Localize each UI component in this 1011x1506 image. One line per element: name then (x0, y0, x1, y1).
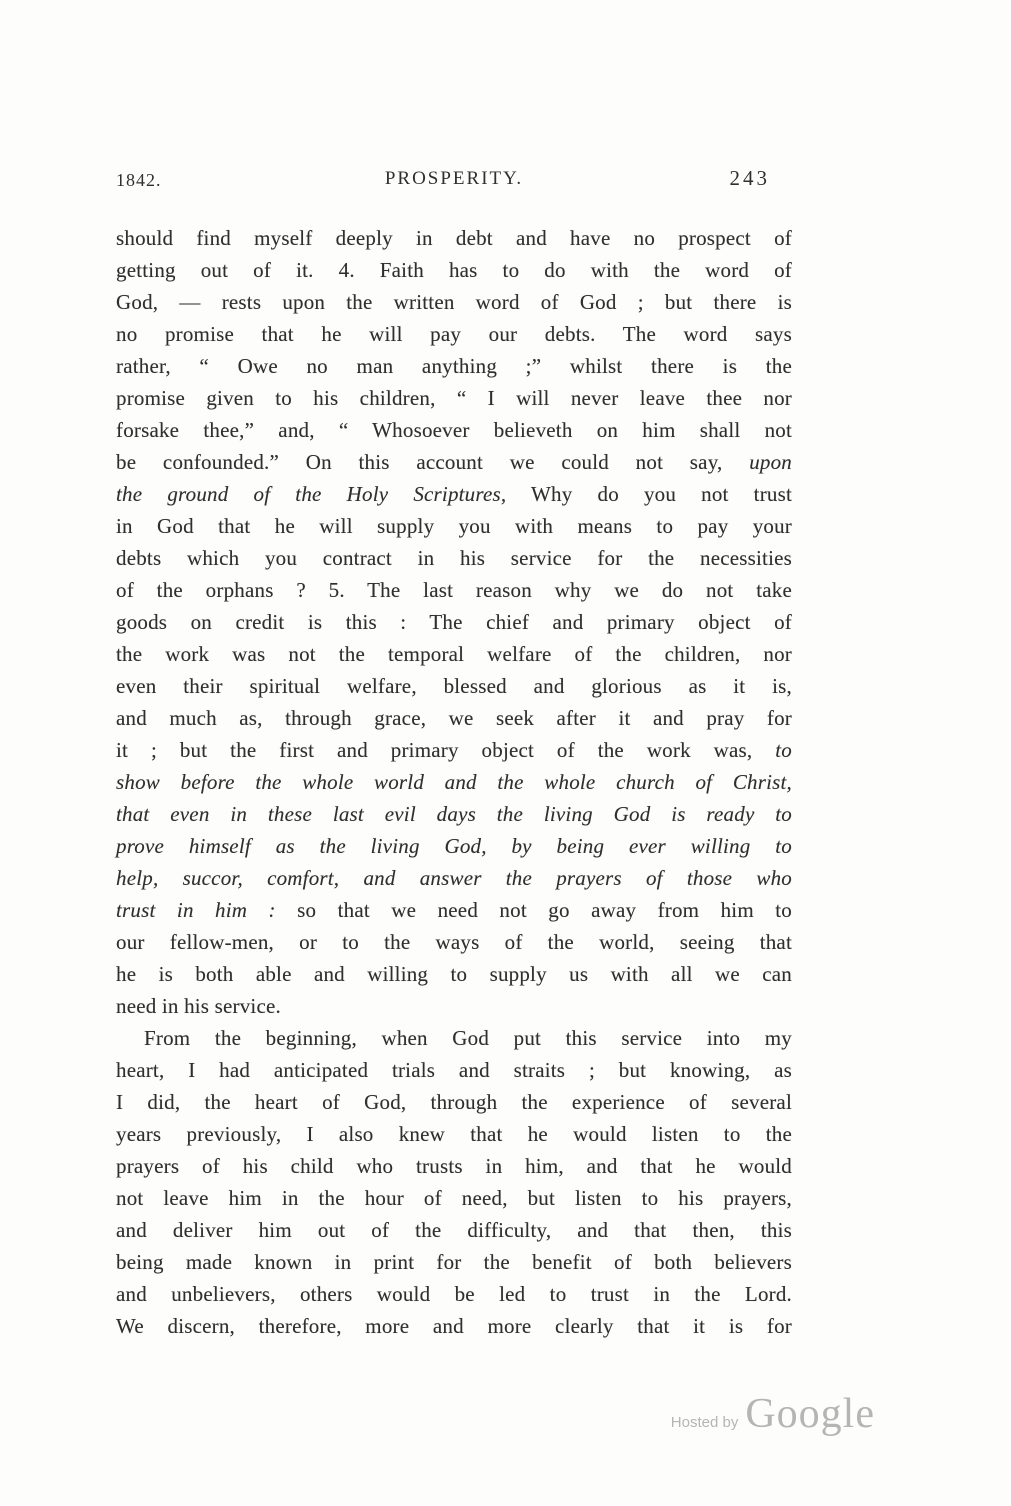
text-line (116, 1182, 792, 1214)
text-line (116, 958, 792, 990)
text-segment: getting out of it. 4. Faith has to do with the word of (116, 258, 792, 282)
text-line (116, 1054, 792, 1086)
text-line (116, 286, 792, 318)
text-segment: no promise that he will pay our debts. The word says (116, 322, 792, 346)
text-segment: and deliver him out of the difficulty, and that then, this (116, 1218, 792, 1242)
text-segment: prayers of his child who trusts in him, and that he would (116, 1154, 792, 1178)
footer-watermark (671, 1390, 875, 1438)
text-line (116, 798, 792, 830)
google-logo: Google (745, 1391, 875, 1437)
text-segment: From the beginning, when God put this service into my (144, 1026, 792, 1050)
text-line (116, 862, 792, 894)
italic-text-segment: show before the whole world and the whole church of Christ, (116, 770, 792, 794)
text-line (116, 734, 792, 766)
text-segment: goods on credit is this : The chief and primary object of (116, 610, 792, 634)
text-segment: the work was not the temporal welfare of the children, nor (116, 642, 792, 666)
italic-text-segment: help, succor, comfort, and answer the prayers of those who (116, 866, 792, 890)
italic-text-segment: upon (749, 450, 792, 474)
text-line (116, 1310, 792, 1342)
text-segment: debts which you contract in his service for the necessities (116, 546, 792, 570)
text-line (116, 542, 792, 574)
text-segment: not leave him in the hour of need, but listen to his prayers, (116, 1186, 792, 1210)
hosted-by-label: Hosted by (670, 1414, 739, 1431)
text-segment: should find myself deeply in debt and have no prospect of (116, 226, 792, 250)
text-segment: he is both able and willing to supply us with all we can (116, 962, 792, 986)
text-segment: forsake thee,” and, “ Whosoever believeth on him shall not (116, 418, 792, 442)
header-title: PROSPERITY. (384, 168, 524, 189)
body-text (116, 222, 792, 1342)
text-line (116, 222, 792, 254)
text-line (116, 254, 792, 286)
text-line (116, 414, 792, 446)
text-segment: be confounded.” On this account we could not say, (116, 450, 750, 474)
text-line (116, 1086, 792, 1118)
italic-text-segment: that even in these last evil days the living God is ready to (116, 802, 792, 826)
text-segment: years previously, I also knew that he would listen to the (116, 1122, 792, 1146)
text-line (116, 670, 792, 702)
italic-text-segment: prove himself as the living God, by being ever willing to (116, 834, 792, 858)
italic-text-segment: to (775, 738, 792, 762)
page-header (116, 166, 792, 194)
text-line (116, 990, 792, 1022)
text-segment: and unbelievers, others would be led to trust in the Lord. (116, 1282, 792, 1306)
text-segment: We discern, therefore, more and more clearly that it is for (116, 1314, 792, 1338)
italic-text-segment: the ground of the Holy Scriptures, (116, 482, 507, 506)
text-line (116, 702, 792, 734)
text-segment: need in his service. (116, 994, 281, 1018)
text-segment: God, — rests upon the written word of God ; but there is (116, 290, 792, 314)
text-line (116, 926, 792, 958)
text-line (116, 1214, 792, 1246)
text-line (116, 1118, 792, 1150)
text-segment: I did, the heart of God, through the experience of several (116, 1090, 792, 1114)
text-line (116, 1022, 792, 1054)
header-page-number: 243 (729, 166, 770, 190)
text-line (116, 606, 792, 638)
text-line (116, 510, 792, 542)
text-line (116, 446, 792, 478)
text-segment: being made known in print for the benefit of both believers (116, 1250, 792, 1274)
text-line (116, 1150, 792, 1182)
text-line (116, 382, 792, 414)
text-segment: it ; but the first and primary object of the work was, (116, 738, 776, 762)
text-segment: rather, “ Owe no man anything ;” whilst there is the (116, 354, 792, 378)
text-segment: heart, I had anticipated trials and straits ; but knowing, as (116, 1058, 792, 1082)
text-line (116, 1278, 792, 1310)
text-line (116, 350, 792, 382)
text-line (116, 830, 792, 862)
text-line (116, 1246, 792, 1278)
text-segment: and much as, through grace, we seek after it and pray for (116, 706, 792, 730)
text-line (116, 766, 792, 798)
text-line (116, 478, 792, 510)
header-year: 1842. (116, 170, 162, 190)
text-line (116, 318, 792, 350)
text-segment: Why do you not trust (506, 482, 792, 506)
italic-text-segment: trust in him : (116, 898, 276, 922)
text-line (116, 574, 792, 606)
text-segment: even their spiritual welfare, blessed and glorious as it is, (116, 674, 792, 698)
text-segment: our fellow-men, or to the ways of the world, seeing that (116, 930, 792, 954)
text-segment: promise given to his children, “ I will never leave thee nor (116, 386, 792, 410)
text-line (116, 638, 792, 670)
text-line (116, 894, 792, 926)
text-segment: in God that he will supply you with means to pay your (116, 514, 792, 538)
text-segment: so that we need not go away from him to (275, 898, 792, 922)
text-segment: of the orphans ? 5. The last reason why we do not take (116, 578, 792, 602)
